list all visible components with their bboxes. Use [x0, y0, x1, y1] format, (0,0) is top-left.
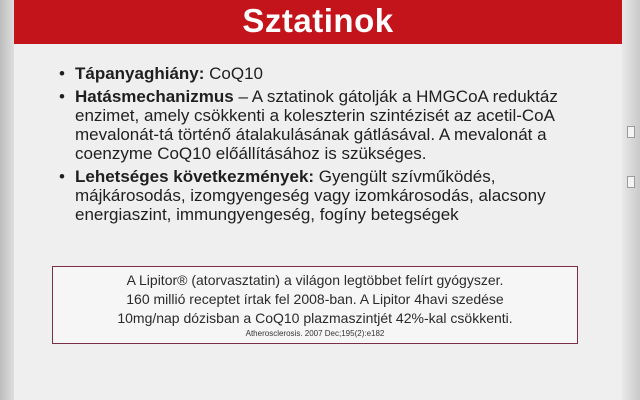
- bullet-term: Lehetséges következmények:: [75, 167, 315, 186]
- nav-marker-icon[interactable]: [627, 126, 635, 138]
- callout-line: 160 millió receptet írtak fel 2008-ban. A Lipitor 4havi szedése: [126, 291, 504, 307]
- nav-marker-icon[interactable]: [627, 176, 635, 188]
- bullet-icon: •: [59, 64, 65, 83]
- bullet-list: [59, 64, 604, 228]
- bullet-icon: •: [59, 87, 65, 106]
- callout-line: 10mg/nap dózisban a CoQ10 plazmaszintjét 42%-kal csökkenti.: [117, 310, 513, 326]
- callout-reference: Atherosclerosis. 2007 Dec;195(2):e182: [245, 329, 385, 338]
- bullet-term: Hatásmechanizmus: [75, 87, 234, 106]
- slide: [14, 0, 622, 400]
- bullet-term: Tápanyaghiány:: [75, 64, 205, 83]
- bullet-item-deficiency: [59, 64, 604, 83]
- slide-title: Sztatinok: [242, 2, 394, 39]
- bullet-text: – A sztatinok gátolják a HMGCoA reduktáz enzimet, amely csökkenti a koleszterin szintézisét az acetil-CoA mevalonát-tá történő átalakulásának gátlásával. A mevalonát a coenzyme CoQ10 előállításához is szükséges.: [75, 87, 558, 163]
- title-bar: [14, 0, 622, 44]
- callout-box: [52, 266, 578, 344]
- bullet-item-mechanism: [59, 87, 604, 163]
- bullet-icon: •: [59, 167, 65, 186]
- callout-line: A Lipitor® (atorvasztatin) a világon legtöbbet felírt gyógyszer.: [126, 272, 504, 288]
- bullet-text: CoQ10: [204, 64, 264, 83]
- bullet-item-consequences: [59, 167, 604, 224]
- left-gutter: [0, 0, 14, 400]
- bullet-text: Gyengült szívműködés, májkárosodás, izomgyengeség vagy izomkárosodás, alacsony energiaszint, immungyengeség, fogíny betegségek: [75, 167, 546, 224]
- right-gutter: [622, 0, 640, 400]
